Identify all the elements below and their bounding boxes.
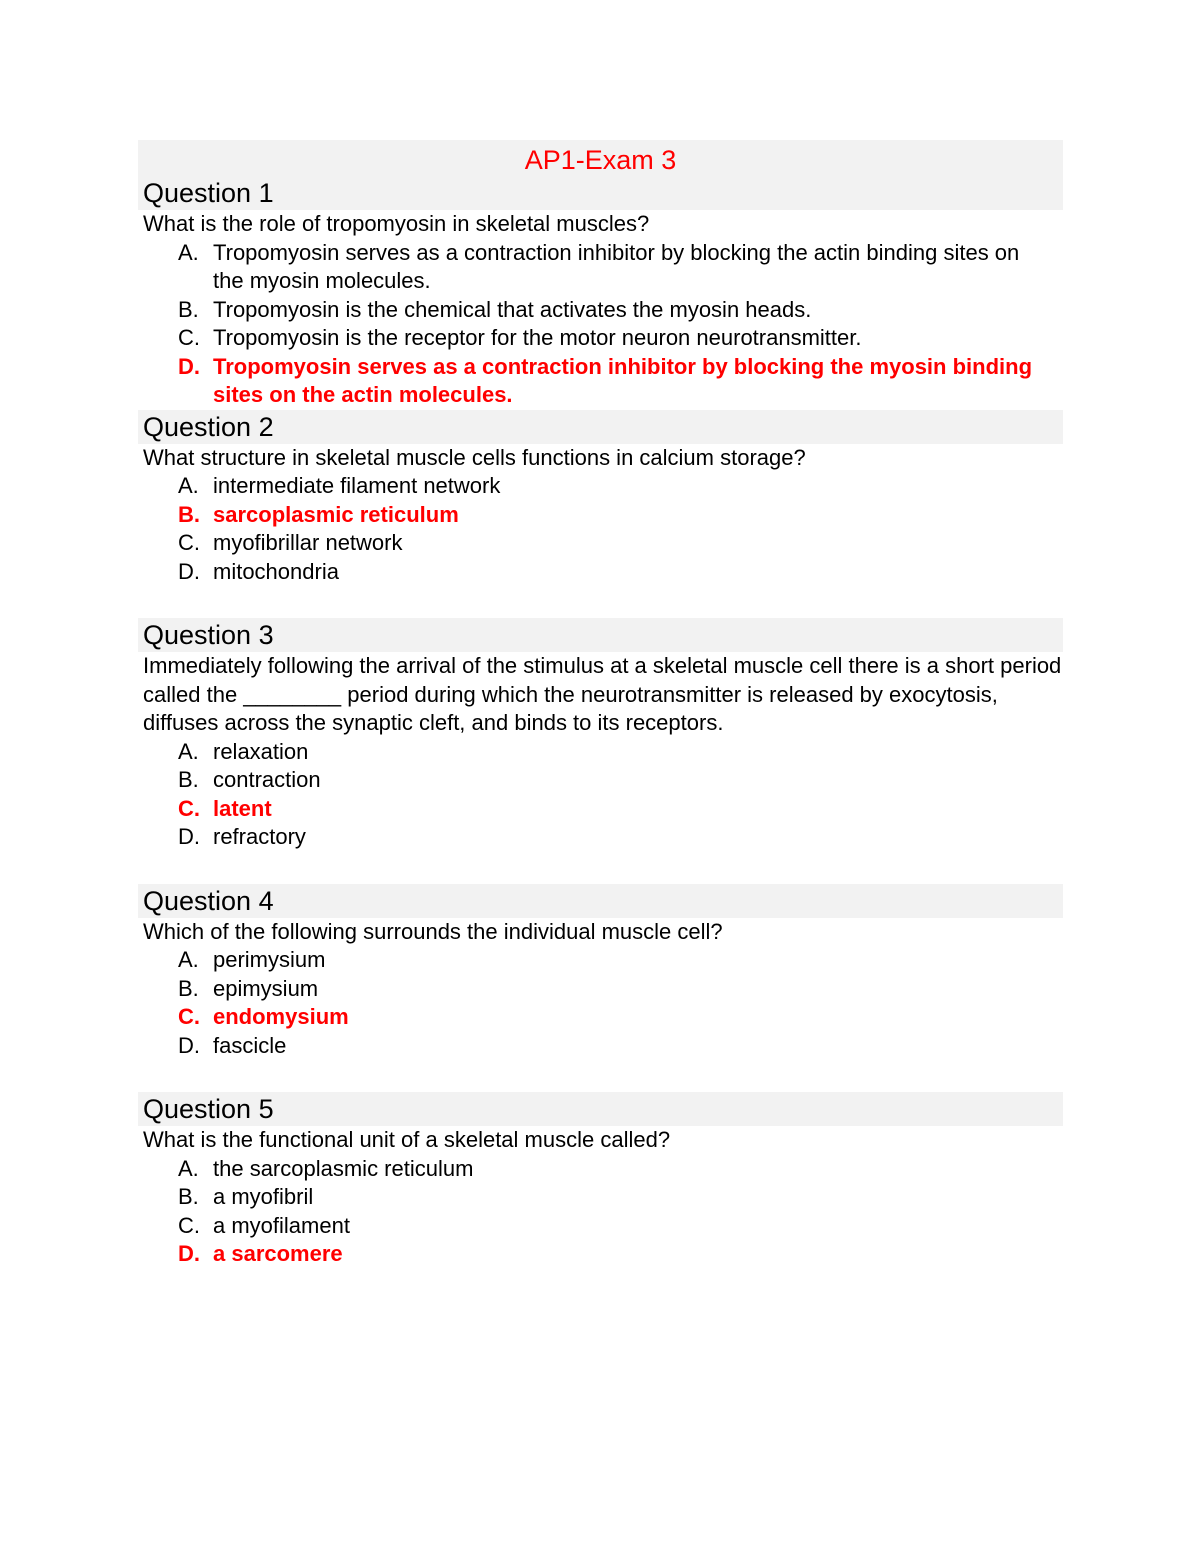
answer-option-a: [138, 738, 1063, 767]
option-text: epimysium: [213, 975, 319, 1001]
option-text: Tropomyosin serves as a contraction inhibitor by blocking the actin binding sites on the myosin molecules.: [213, 239, 1020, 293]
option-letter: A.: [178, 738, 199, 764]
option-letter: B.: [178, 767, 199, 792]
option-letter: D.: [178, 353, 200, 379]
question-text: Immediately following the arrival of the stimulus at a skeletal muscle cell there is a short period called the ________ period during which the neurotransmitter is released by exocytosis, diffuses across the synaptic cleft, and binds to its receptors.: [143, 653, 1062, 735]
option-text: myofibrillar network: [213, 530, 403, 555]
option-letter: D.: [178, 824, 200, 849]
answer-options: [138, 946, 1063, 1060]
spacer: [138, 1060, 1063, 1092]
option-letter: D.: [178, 1241, 200, 1266]
option-letter: D.: [178, 558, 200, 584]
answer-option-b: [138, 766, 1063, 795]
question-4: [138, 884, 1063, 1061]
answer-option-c: [138, 795, 1063, 824]
option-text: contraction: [213, 767, 321, 792]
answer-option-b: [138, 501, 1063, 530]
option-text: refractory: [213, 824, 306, 849]
option-text: sarcoplasmic reticulum: [213, 501, 459, 527]
option-text: intermediate filament network: [213, 473, 501, 498]
answer-options: [138, 472, 1063, 586]
option-text: Tropomyosin is the receptor for the motor neuron neurotransmitter.: [213, 325, 862, 350]
answer-option-b: [138, 296, 1063, 325]
option-letter: A.: [178, 1155, 199, 1181]
question-text: What is the functional unit of a skeletal muscle called?: [143, 1127, 671, 1152]
answer-option-d: [138, 558, 1063, 587]
option-letter: A.: [178, 239, 199, 265]
option-text: a myofilament: [213, 1212, 350, 1238]
answer-option-c: [138, 324, 1063, 353]
option-text: latent: [213, 795, 272, 821]
spacer: [138, 852, 1063, 884]
option-letter: B.: [178, 975, 199, 1001]
option-text: mitochondria: [213, 558, 339, 584]
answer-option-a: [138, 239, 1063, 296]
answer-option-d: [138, 353, 1063, 410]
answer-option-a: [138, 946, 1063, 975]
question-heading: Question 4: [138, 884, 1063, 918]
option-letter: C.: [178, 1004, 200, 1029]
question-text: Which of the following surrounds the individual muscle cell?: [143, 918, 723, 944]
question-heading: Question 1: [143, 178, 274, 208]
document-title: AP1-Exam 3: [524, 145, 677, 175]
option-letter: A.: [178, 947, 199, 972]
answer-option-c: [138, 529, 1063, 558]
option-text: perimysium: [213, 947, 326, 972]
question-1: [138, 210, 1063, 410]
option-text: a myofibril: [213, 1184, 314, 1209]
answer-options: [138, 1155, 1063, 1269]
answer-option-c: [138, 1212, 1063, 1241]
option-letter: B.: [178, 1184, 199, 1209]
answer-option-b: [138, 975, 1063, 1004]
answer-option-b: [138, 1183, 1063, 1212]
answer-options: [138, 239, 1063, 410]
question-heading: Question 2: [138, 410, 1063, 444]
question-3: [138, 618, 1063, 852]
answer-option-c: [138, 1003, 1063, 1032]
title-band: [138, 140, 1063, 210]
spacer: [138, 586, 1063, 618]
exam-page: [138, 140, 1063, 1269]
option-letter: D.: [178, 1032, 200, 1058]
option-letter: C.: [178, 530, 200, 555]
option-text: endomysium: [213, 1004, 349, 1029]
question-heading: Question 5: [138, 1092, 1063, 1126]
answer-option-a: [138, 1155, 1063, 1184]
option-text: a sarcomere: [213, 1241, 343, 1266]
option-letter: C.: [178, 1212, 200, 1238]
question-5: [138, 1092, 1063, 1269]
option-text: Tropomyosin is the chemical that activates the myosin heads.: [213, 296, 812, 322]
option-letter: B.: [178, 501, 200, 527]
question-text: What structure in skeletal muscle cells functions in calcium storage?: [143, 444, 806, 470]
option-letter: A.: [178, 473, 199, 498]
answer-option-a: [138, 472, 1063, 501]
question-text: What is the role of tropomyosin in skeletal muscles?: [143, 211, 650, 236]
question-2: [138, 410, 1063, 587]
question-heading: Question 3: [138, 618, 1063, 652]
answer-options: [138, 738, 1063, 852]
answer-option-d: [138, 1032, 1063, 1061]
option-text: relaxation: [213, 738, 309, 764]
answer-option-d: [138, 823, 1063, 852]
answer-option-d: [138, 1240, 1063, 1269]
option-text: Tropomyosin serves as a contraction inhibitor by blocking the myosin binding sites on the actin molecules.: [213, 353, 1033, 407]
option-text: the sarcoplasmic reticulum: [213, 1155, 474, 1181]
option-letter: B.: [178, 296, 199, 322]
option-text: fascicle: [213, 1032, 287, 1058]
option-letter: C.: [178, 325, 200, 350]
option-letter: C.: [178, 795, 200, 821]
